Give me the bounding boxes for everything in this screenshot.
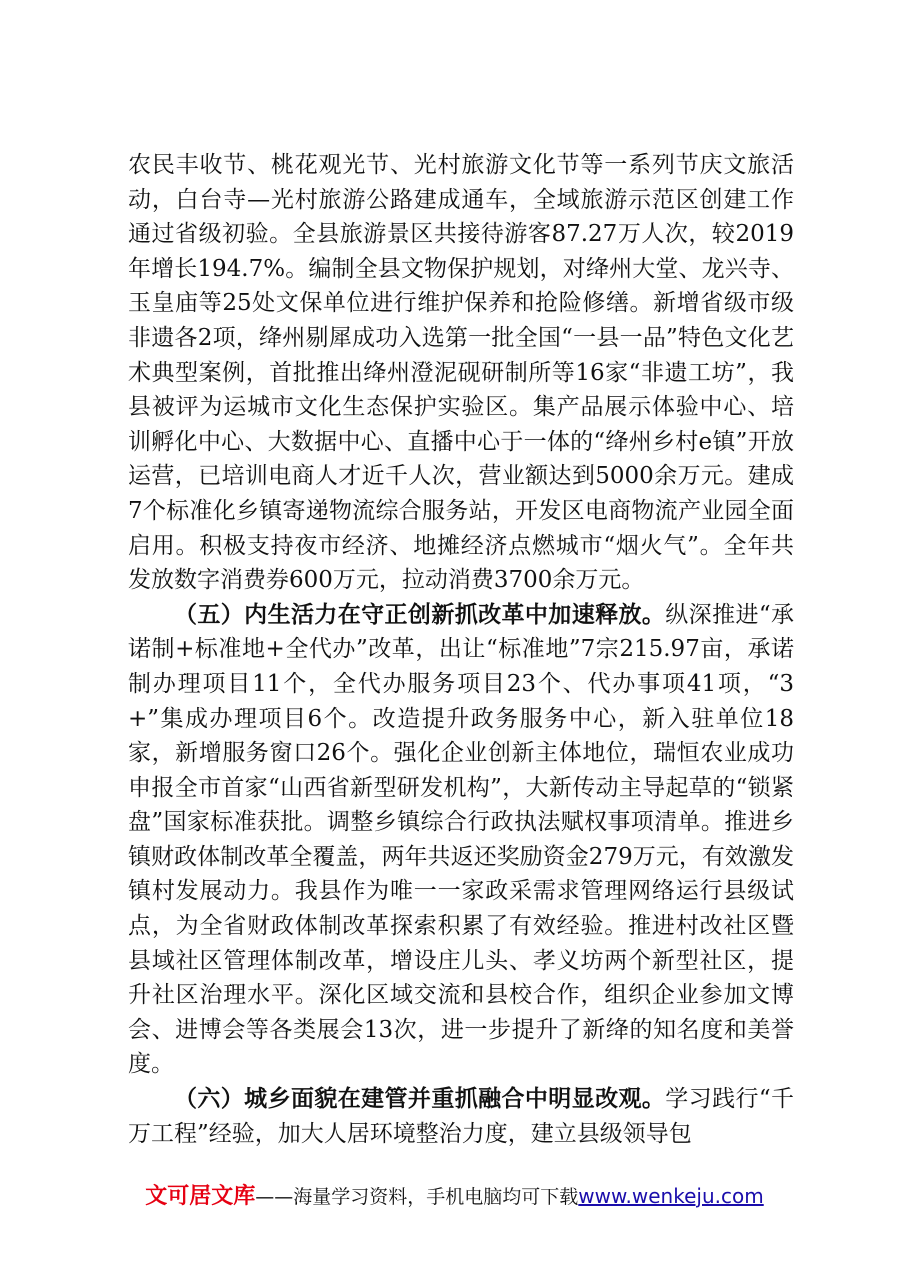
- paragraph-text: 学习践行“千万工程”经验，加大人居环境整治力度，建立县级领导包: [128, 1086, 795, 1147]
- footer-tagline: ——海量学习资料，手机电脑均可下载: [255, 1186, 579, 1208]
- footer-banner: [0, 1182, 909, 1211]
- paragraph-text: 农民丰收节、桃花观光节、光村旅游文化节等一系列节庆文旅活动，白台寺—光村旅游公路建成通车，全域旅游示范区创建工作通过省级初验。全县旅游景区共接待游客87.27万人次，较2019年增长194.7%。编制全县文物保护规划，对绛州大堂、龙兴寺、玉皇庙等25处文保单位进行维护保养和抢险修缮。新增省级市级非遗各2项，绛州剔犀成功入选第一批全国“一县一品”特色文化艺术典型案例，首批推出绛州澄泥砚研制所等16家“非遗工坊”，我县被评为运城市文化生态保护实验区。集产品展示体验中心、培训孵化中心、大数据中心、直播中心于一体的“绛州乡村e镇”开放运营，已培训电商人才近千人次，营业额达到5000余万元。建成7个标准化乡镇寄递物流综合服务站，开发区电商物流产业园全面启用。积极支持夜市经济、地摊经济点燃城市“烟火气”。全年共发放数字消费券600万元，拉动消费3700余万元。: [128, 152, 794, 594]
- paragraph-continued: [128, 148, 794, 598]
- document-body: [128, 148, 794, 1151]
- section-heading-five: （五）内生活力在守正创新抓改革中加速释放。: [174, 600, 666, 628]
- footer-link[interactable]: www.wenkeju.com: [578, 1184, 764, 1208]
- paragraph-section-six: [128, 1082, 794, 1151]
- paragraph-section-five: [128, 598, 794, 1082]
- section-heading-six: （六）城乡面貌在建管并重抓融合中明显改观。: [174, 1085, 666, 1113]
- footer-brand: 文可居文库: [145, 1184, 256, 1209]
- paragraph-text: 纵深推进“承诺制+标准地+全代办”改革，出让“标准地”7宗215.97亩，承诺制办理项目11个，全代办服务项目23个、代办事项41项，“3+”集成办理项目6个。改造提升政务服务中心，新入驻单位18家，新增服务窗口26个。强化企业创新主体地位，瑞恒农业成功申报全市首家“山西省新型研发机构”，大新传动主导起草的“锁紧盘”国家标准获批。调整乡镇综合行政执法赋权事项清单。推进乡镇财政体制改革全覆盖，两年共返还奖励资金279万元，有效激发镇村发展动力。我县作为唯一一家政采需求管理网络运行县级试点，为全省财政体制改革探索积累了有效经验。推进村改社区暨县域社区管理体制改革，增设庄儿头、孝义坊两个新型社区，提升社区治理水平。深化区域交流和县校合作，组织企业参加文博会、进博会等各类展会13次，进一步提升了新绛的知名度和美誉度。: [128, 601, 795, 1078]
